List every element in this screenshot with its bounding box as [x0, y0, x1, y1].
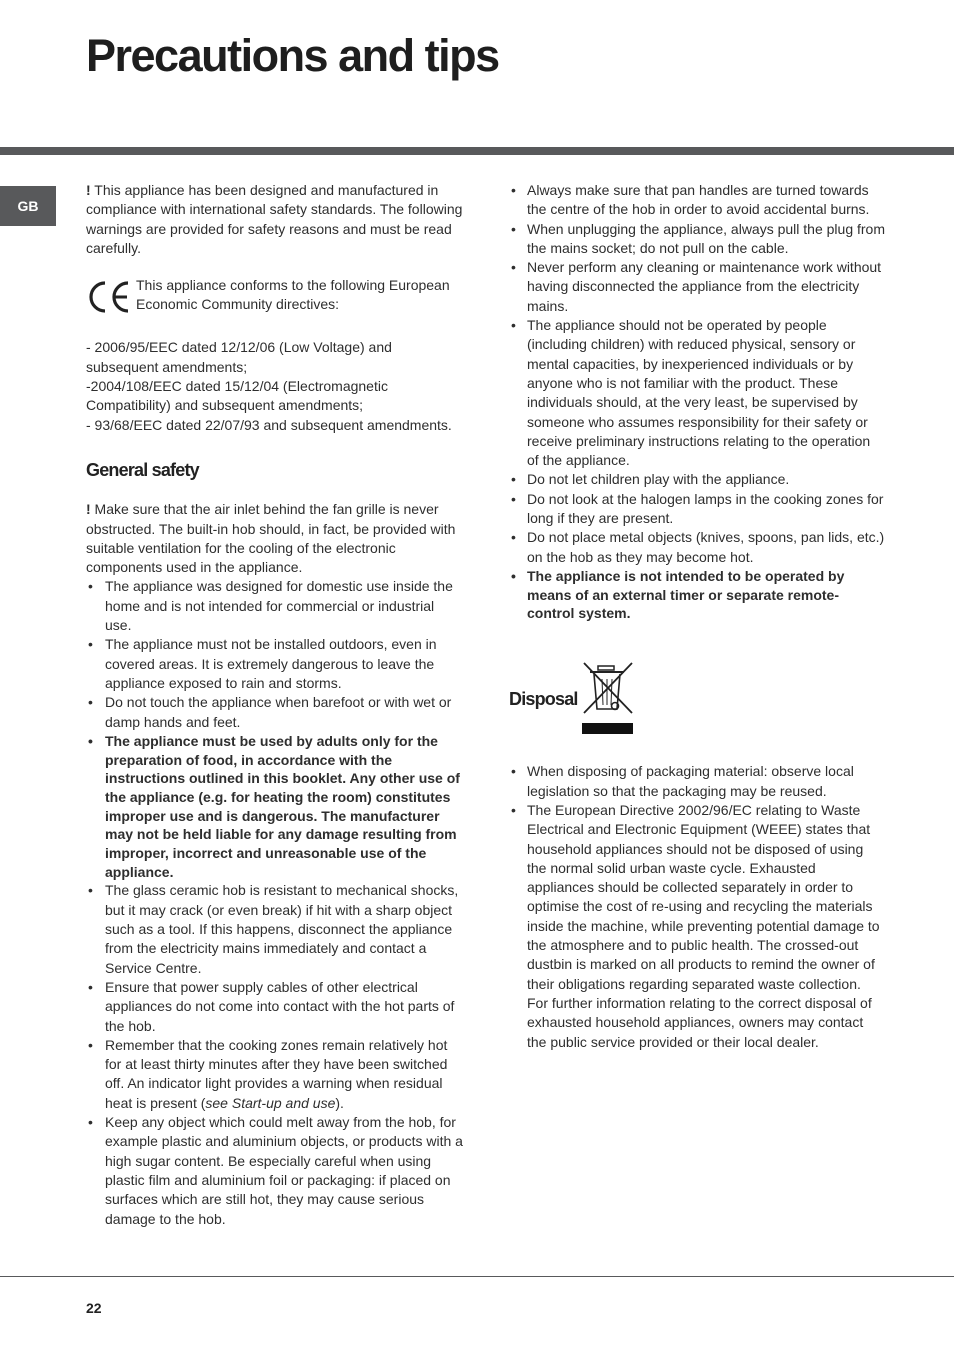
ce-mark-icon [86, 279, 136, 320]
disposal-heading: Disposal [509, 689, 578, 710]
safety-list-right [509, 181, 885, 623]
disposal-header [509, 661, 885, 742]
list-item: • Do not place metal objects (knives, spoons, pan lids, etc.) on the hob as they may become hot. [509, 528, 885, 567]
list-item: • Never perform any cleaning or maintenance work without having disconnected the appliance from the electricity mains. [509, 258, 885, 316]
ce-conformity [86, 276, 464, 320]
disposal-list [509, 762, 885, 1051]
intro-paragraph [86, 181, 464, 258]
crossed-out-bin-icon [580, 661, 636, 742]
ce-text: This appliance conforms to the following European Economic Community directives: [136, 277, 450, 313]
list-item: • The European Directive 2002/96/EC relating to Waste Electrical and Electronic Equipment (WEEE) states that household appliances should not be disposed of using the normal solid urban waste cycle. Exhausted appliances should be collected separately in order to optimise the cost of re-using and recycling the materials inside the machine, while preventing potential damage to the atmosphere and to public health. The crossed-out dustbin is marked on all products to remind the owner of their obligations regarding separated waste collection. For further information relating to the correct disposal of exhausted household appliances, owners may contact the public service provided or their local dealer. [509, 801, 885, 1052]
list-item: • The appliance is not intended to be operated by means of an external timer or separate remote-control system. [509, 567, 885, 623]
list-item: • Ensure that power supply cables of other electrical appliances do not come into contact with the hot parts of the hob. [86, 978, 464, 1036]
list-item: • Do not look at the halogen lamps in the cooking zones for long if they are present. [509, 490, 885, 529]
ventilation-note-text: Make sure that the air inlet behind the fan grille is never obstructed. The built-in hob should, in fact, be provided with suitable ventilation for the cooling of the electronic components used in the appliance. [86, 501, 456, 576]
list-item: • The appliance was designed for domestic use inside the home and is not intended for commercial or industrial use. [86, 577, 464, 635]
list-item: • The glass ceramic hob is resistant to mechanical shocks, but it may crack (or even break) if hit with a sharp object such as a tool. If this happens, disconnect the appliance from the electricity mains immediately and contact a Service Centre. [86, 881, 464, 977]
general-safety-heading: General safety [86, 459, 199, 480]
list-item: • The appliance must be used by adults only for the preparation of food, in accordance with the instructions outlined in this booklet. Any other use of the appliance (e.g. for heating the room) constitutes improper use and is dangerous. The manufacturer may not be held liable for any damage resulting from improper, incorrect and unreasonable use of the appliance. [86, 732, 464, 882]
language-tab: GB [0, 186, 56, 226]
list-item: • The appliance must not be installed outdoors, even in covered areas. It is extremely dangerous to leave the appliance exposed to rain and storms. [86, 635, 464, 693]
list-item: • Always make sure that pan handles are turned towards the centre of the hob in order to avoid accidental burns. [509, 181, 885, 220]
footer-divider [0, 1276, 954, 1277]
list-item: • Remember that the cooking zones remain relatively hot for at least thirty minutes after they have been switched off. An indicator light provides a warning when residual heat is present (see Start-up and use). [86, 1036, 464, 1113]
directive-item: - 2006/95/EEC dated 12/12/06 (Low Voltage) and subsequent amendments; [86, 339, 392, 375]
cross-reference: see Start-up and use [205, 1094, 336, 1111]
list-item: • Do not touch the appliance when barefoot or with wet or damp hands and feet. [86, 693, 464, 732]
list-item: • The appliance should not be operated by people (including children) with reduced physical, sensory or mental capacities, by inexperienced individuals or by anyone who is not familiar with the product. These individuals should, at the very least, be supervised by someone who assumes responsibility for their safety or receive preliminary instructions relating to the operation of the appliance. [509, 316, 885, 470]
warning-mark: ! [86, 182, 91, 198]
directive-item: -2004/108/EEC dated 15/12/04 (Electromagnetic Compatibility) and subsequent amendments; [86, 378, 388, 414]
page-title: Precautions and tips [86, 30, 499, 81]
list-item: • Keep any object which could melt away from the hob, for example plastic and aluminium objects, or products with a high sugar content. Be especially careful when using plastic film and aluminium foil or packaging: if placed on surfaces which are still hot, they may cause serious damage to the hob. [86, 1113, 464, 1229]
warning-mark: ! [86, 501, 91, 518]
intro-text: This appliance has been designed and manufactured in compliance with international safety standards. The following warnings are provided for safety reasons and must be read carefully. [86, 182, 463, 256]
right-column [509, 181, 885, 1052]
list-item: • When disposing of packaging material: observe local legislation so that the packaging may be reused. [509, 762, 885, 801]
left-column [86, 181, 464, 1229]
header-divider [0, 147, 954, 155]
safety-list-left [86, 577, 464, 1228]
list-item: • Do not let children play with the appliance. [509, 470, 885, 489]
page-number: 22 [86, 1300, 102, 1316]
ventilation-note [86, 500, 464, 577]
list-item: • When unplugging the appliance, always pull the plug from the mains socket; do not pull on the cable. [509, 220, 885, 259]
directive-item: - 93/68/EEC dated 22/07/93 and subsequent amendments. [86, 416, 452, 433]
